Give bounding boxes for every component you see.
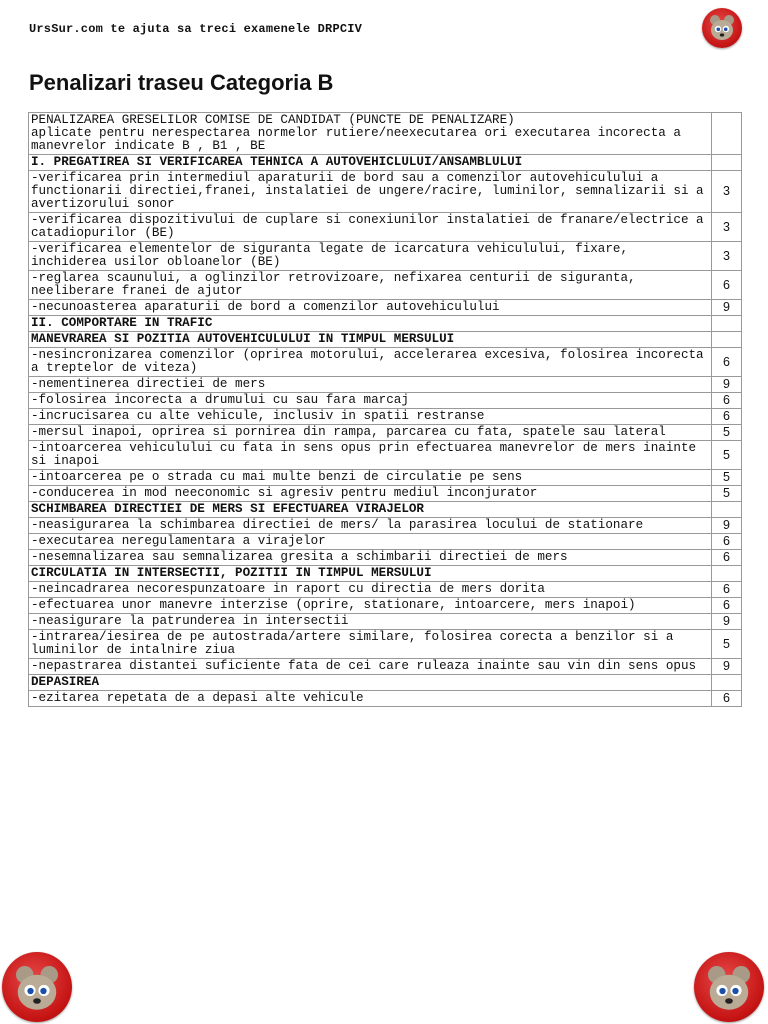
section-title: CIRCULATIA IN INTERSECTII, POZITII IN TIMPUL MERSULUI [29, 566, 712, 582]
penalty-row [29, 441, 742, 470]
penalty-points [712, 566, 742, 582]
penalty-points: 5 [712, 470, 742, 486]
bear-mascot-icon[interactable] [702, 8, 742, 48]
penalty-points [712, 502, 742, 518]
penalty-description: -necunoasterea aparaturii de bord a comenzilor autovehiculului [29, 300, 712, 316]
section-header-row [29, 155, 742, 171]
penalty-row [29, 242, 742, 271]
penalty-row [29, 691, 742, 707]
penalty-points: 9 [712, 614, 742, 630]
penalty-description: -neasigurare la patrunderea in intersectii [29, 614, 712, 630]
penalty-row [29, 377, 742, 393]
penalty-points: 6 [712, 409, 742, 425]
penalty-row [29, 614, 742, 630]
penalty-description: -intoarcerea vehiculului cu fata in sens opus prin efectuarea manevrelor de mers inainte si inapoi [29, 441, 712, 470]
penalty-description: -conducerea in mod neeconomic si agresiv pentru mediul inconjurator [29, 486, 712, 502]
penalty-points: 9 [712, 518, 742, 534]
penalty-points: 6 [712, 348, 742, 377]
page-title: Penalizari traseu Categoria B [29, 70, 334, 95]
penalty-row [29, 582, 742, 598]
penalty-row [29, 393, 742, 409]
penalty-description: -verificarea prin intermediul aparaturii de bord sau a comenzilor autovehiculului a functionarii directiei,franei, instalatiei de ungere/racire, luminilor, semnalizarii si a avertizorului sonor [29, 171, 712, 213]
penalty-row [29, 409, 742, 425]
penalty-points: 3 [712, 171, 742, 213]
penalty-row [29, 348, 742, 377]
penalty-description: -efectuarea unor manevre interzise (oprire, stationare, intoarcere, mers inapoi) [29, 598, 712, 614]
penalty-points: 3 [712, 242, 742, 271]
table-intro-title: PENALIZAREA GRESELILOR COMISE DE CANDIDAT (PUNCTE DE PENALIZARE) [31, 113, 515, 127]
site-tagline: UrsSur.com te ajuta sa treci examenele DRPCIV [29, 22, 363, 36]
penalty-points: 6 [712, 534, 742, 550]
section-header-row [29, 566, 742, 582]
section-header-row [29, 316, 742, 332]
penalties-table [28, 112, 742, 707]
penalty-points [712, 332, 742, 348]
penalty-points: 6 [712, 550, 742, 566]
penalty-points [712, 155, 742, 171]
table-intro-subtitle: aplicate pentru nerespectarea normelor rutiere/neexecutarea ori executarea incorecta a manevrelor indicate B , B1 , BE [31, 126, 681, 153]
penalty-description: -nementinerea directiei de mers [29, 377, 712, 393]
penalty-description: -nesemnalizarea sau semnalizarea gresita a schimbarii directiei de mers [29, 550, 712, 566]
penalty-row [29, 425, 742, 441]
section-header-row [29, 675, 742, 691]
penalty-description: -neasigurarea la schimbarea directiei de mers/ la parasirea locului de stationare [29, 518, 712, 534]
penalty-description: -mersul inapoi, oprirea si pornirea din rampa, parcarea cu fata, spatele sau lateral [29, 425, 712, 441]
penalty-points: 6 [712, 271, 742, 300]
section-title: DEPASIREA [29, 675, 712, 691]
penalty-row [29, 171, 742, 213]
penalty-description: -ezitarea repetata de a depasi alte vehicule [29, 691, 712, 707]
section-title: II. COMPORTARE IN TRAFIC [29, 316, 712, 332]
section-header-row [29, 502, 742, 518]
penalty-description: -intoarcerea pe o strada cu mai multe benzi de circulatie pe sens [29, 470, 712, 486]
section-title: SCHIMBAREA DIRECTIEI DE MERS SI EFECTUAREA VIRAJELOR [29, 502, 712, 518]
penalty-row [29, 486, 742, 502]
penalty-description: -verificarea dispozitivului de cuplare si conexiunilor instalatiei de franare/electrice a catadiopurilor (BE) [29, 213, 712, 242]
penalty-row [29, 213, 742, 242]
penalty-row [29, 470, 742, 486]
penalty-description: -folosirea incorecta a drumului cu sau fara marcaj [29, 393, 712, 409]
section-title: I. PREGATIREA SI VERIFICAREA TEHNICA A AUTOVEHICLULUI/ANSAMBLULUI [29, 155, 712, 171]
penalty-row [29, 659, 742, 675]
section-title: MANEVRAREA SI POZITIA AUTOVEHICULULUI IN TIMPUL MERSULUI [29, 332, 712, 348]
penalty-points [712, 675, 742, 691]
penalty-description: -incrucisarea cu alte vehicule, inclusiv in spatii restranse [29, 409, 712, 425]
penalty-description: -nesincronizarea comenzilor (oprirea motorului, accelerarea excesiva, folosirea incorecta a treptelor de viteza) [29, 348, 712, 377]
penalty-row [29, 598, 742, 614]
penalty-row [29, 271, 742, 300]
bear-mascot-icon[interactable] [2, 952, 72, 1022]
penalty-description: -verificarea elementelor de siguranta legate de icarcatura vehiculului, fixare, inchiderea usilor obloanelor (BE) [29, 242, 712, 271]
penalty-points: 6 [712, 691, 742, 707]
penalty-points: 6 [712, 582, 742, 598]
penalty-points: 9 [712, 377, 742, 393]
penalty-points: 5 [712, 486, 742, 502]
table-intro-row [29, 113, 742, 155]
penalty-row [29, 630, 742, 659]
penalty-points: 9 [712, 300, 742, 316]
penalty-points: 6 [712, 598, 742, 614]
penalty-description: -executarea neregulamentara a virajelor [29, 534, 712, 550]
penalty-row [29, 550, 742, 566]
penalty-description: -nepastrarea distantei suficiente fata de cei care ruleaza inainte sau vin din sens opus [29, 659, 712, 675]
penalty-row [29, 518, 742, 534]
penalty-points: 5 [712, 630, 742, 659]
penalty-description: -neincadrarea necorespunzatoare in raport cu directia de mers dorita [29, 582, 712, 598]
points-cell [712, 113, 742, 155]
penalty-points: 5 [712, 441, 742, 470]
penalty-points: 3 [712, 213, 742, 242]
penalty-row [29, 300, 742, 316]
penalty-points [712, 316, 742, 332]
penalty-points: 9 [712, 659, 742, 675]
penalty-points: 5 [712, 425, 742, 441]
bear-mascot-icon[interactable] [694, 952, 764, 1022]
table-intro-cell [29, 113, 712, 155]
penalty-description: -intrarea/iesirea de pe autostrada/artere similare, folosirea corecta a benzilor si a luminilor de intalnire ziua [29, 630, 712, 659]
penalty-points: 6 [712, 393, 742, 409]
penalty-row [29, 534, 742, 550]
penalty-description: -reglarea scaunului, a oglinzilor retrovizoare, nefixarea centurii de siguranta, neeliberare franei de ajutor [29, 271, 712, 300]
section-header-row [29, 332, 742, 348]
